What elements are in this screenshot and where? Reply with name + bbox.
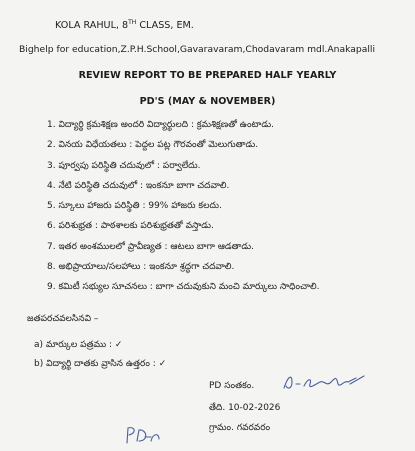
item-text: అభిప్రాయాలు/సలహాలు : ఇంకనూ శ్రద్ధగా చదవాలి.: [58, 262, 235, 273]
item-text: నేటి పరిస్థితి చదువులో : ఇంకనూ బాగా చదవాలి.: [58, 180, 230, 191]
review-items-list: [47, 115, 319, 298]
attachments-heading: జతపరచవలసినవి –: [27, 314, 99, 324]
check-icon: ✓: [158, 359, 167, 369]
list-item: [47, 176, 319, 196]
list-item: [47, 115, 319, 135]
list-item: [47, 257, 319, 277]
item-text: విద్యార్థి క్రమశిక్షణ అందరి విద్యార్థులది : క్రమశిక్షణతో ఉంటాడు.: [58, 120, 275, 130]
item-number: 8.: [47, 262, 56, 273]
item-number: 5.: [47, 201, 56, 212]
list-item: [47, 135, 319, 155]
item-text: ఇతర అంశములలో ప్రావీణ్యత : ఆటలు బాగా ఆడతాడు.: [58, 241, 255, 252]
place-line: గ్రామం. గవరవరం: [209, 423, 271, 433]
initials-signature-image: [121, 423, 165, 447]
report-title: REVIEW REPORT TO BE PREPARED HALF YEARLY: [78, 70, 337, 81]
item-number: 7.: [47, 241, 56, 252]
pd-signature-label: PD సంతకం.: [209, 381, 255, 391]
class-superscript: TH: [128, 19, 137, 26]
item-text: పూర్వపు పరిస్థితి చదువులో : పర్వాలేదు.: [58, 160, 201, 171]
check-icon: ✓: [114, 340, 123, 350]
school-line: Bighelp for education,Z.P.H.School,Gavaravaram,Chodavaram mdl.Anakapalli: [19, 44, 375, 55]
list-item: [47, 216, 319, 236]
student-class-suffix: CLASS, EM.: [136, 20, 194, 32]
student-name-line: [55, 19, 194, 31]
list-item: [47, 156, 319, 176]
date-line: తేది. 10-02-2026: [209, 403, 281, 413]
item-number: 6.: [47, 221, 56, 232]
item-text: కమిటీ సభ్యుల సూచనలు : బాగా చదువుకుని మంచి మార్కులు సాధించాలి.: [58, 282, 320, 293]
attachment-b: [34, 359, 166, 371]
list-item: [47, 277, 319, 297]
item-text: వినయ విధేయతలు : పెద్దల పట్ల గౌరవంతో మెలుగుతాడు.: [58, 140, 259, 151]
item-text: పరిశుభ్రత : పాఠశాలకు పరిశుభ్రతతో వస్తాడు.: [58, 221, 214, 232]
attachment-b-label: b) విద్యార్థి దాతకు వ్రాసిన ఉత్తరం :: [34, 359, 156, 369]
list-item: [47, 196, 319, 216]
item-number: 4.: [47, 180, 56, 191]
attachment-a-label: a) మార్కుల పత్రము :: [34, 340, 112, 350]
item-number: 3.: [47, 160, 56, 171]
item-number: 9.: [47, 282, 56, 293]
list-item: [47, 237, 319, 257]
item-text: స్కూలు హాజరు పరిస్థితి : 99% హాజరు కలదు.: [58, 201, 222, 212]
item-number: 1.: [47, 120, 56, 130]
item-number: 2.: [47, 140, 56, 151]
report-subtitle: PD'S (MAY & NOVEMBER): [139, 96, 276, 107]
pd-signature-image: [280, 370, 370, 394]
student-name-prefix: KOLA RAHUL, 8: [55, 20, 129, 32]
attachment-a: [34, 340, 122, 352]
